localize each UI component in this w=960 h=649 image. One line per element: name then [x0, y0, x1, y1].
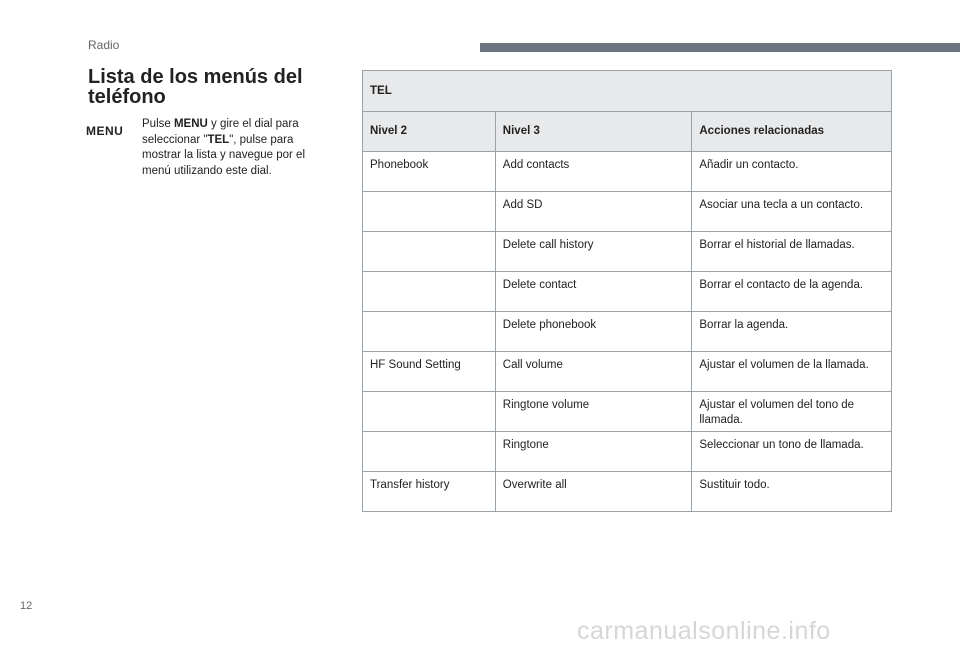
watermark: carmanualsonline.info — [577, 617, 831, 645]
table-row — [363, 152, 892, 192]
table-cell-action: Ajustar el volumen del tono de llamada. — [692, 392, 892, 432]
column-header-nivel-2: Nivel 2 — [363, 112, 496, 152]
page-title-line-1: Lista de los menús del — [88, 66, 303, 88]
table-cell-action: Asociar una tecla a un contacto. — [692, 192, 892, 232]
table-row — [363, 312, 892, 352]
table-cell-level3: Call volume — [495, 352, 692, 392]
table-cell-level2: HF Sound Setting — [363, 352, 496, 392]
menu-key-icon: MENU — [86, 124, 124, 138]
instructions-part-1: Pulse — [142, 118, 174, 130]
page-title — [88, 67, 338, 107]
table-cell-level2 — [363, 432, 496, 472]
page-number: 12 — [20, 600, 33, 612]
table-cell-level3: Delete call history — [495, 232, 692, 272]
instructions-part-2: y gire el dial para seleccionar " — [142, 118, 299, 146]
table-row — [363, 352, 892, 392]
table-cell-level2 — [363, 192, 496, 232]
table-cell-action: Ajustar el volumen de la llamada. — [692, 352, 892, 392]
table-cell-level3: Ringtone volume — [495, 392, 692, 432]
tel-menu-table — [362, 70, 892, 512]
instructions-part-3: ", pulse para mostrar la lista y navegue por el menú utilizando este dial. — [142, 133, 305, 177]
table-cell-level3: Ringtone — [495, 432, 692, 472]
table-row — [363, 472, 892, 512]
table-title: TEL — [363, 71, 892, 112]
table-cell-level2: Phonebook — [363, 152, 496, 192]
table-cell-level2 — [363, 312, 496, 352]
table-cell-action: Sustituir todo. — [692, 472, 892, 512]
instructions-text — [142, 117, 327, 179]
table-cell-action: Añadir un contacto. — [692, 152, 892, 192]
table-cell-level2 — [363, 392, 496, 432]
table-cell-level2: Transfer history — [363, 472, 496, 512]
table-cell-level3: Add contacts — [495, 152, 692, 192]
table-row — [363, 232, 892, 272]
table-row — [363, 192, 892, 232]
column-header-acciones: Acciones relacionadas — [692, 112, 892, 152]
page-title-line-2: teléfono — [88, 86, 166, 108]
section-label: Radio — [88, 38, 120, 52]
table-cell-action: Borrar la agenda. — [692, 312, 892, 352]
table-cell-level2 — [363, 272, 496, 312]
table-row — [363, 392, 892, 432]
table-cell-action: Seleccionar un tono de llamada. — [692, 432, 892, 472]
table-cell-level3: Delete contact — [495, 272, 692, 312]
table-cell-level2 — [363, 232, 496, 272]
table-cell-level3: Delete phonebook — [495, 312, 692, 352]
table-row — [363, 432, 892, 472]
table-cell-level3: Overwrite all — [495, 472, 692, 512]
table-row — [363, 272, 892, 312]
column-header-nivel-3: Nivel 3 — [495, 112, 692, 152]
table-cell-level3: Add SD — [495, 192, 692, 232]
instructions-menu: MENU — [173, 118, 208, 130]
instructions-tel: TEL — [207, 133, 230, 146]
table-cell-action: Borrar el historial de llamadas. — [692, 232, 892, 272]
table-cell-action: Borrar el contacto de la agenda. — [692, 272, 892, 312]
section-bar — [480, 43, 960, 52]
